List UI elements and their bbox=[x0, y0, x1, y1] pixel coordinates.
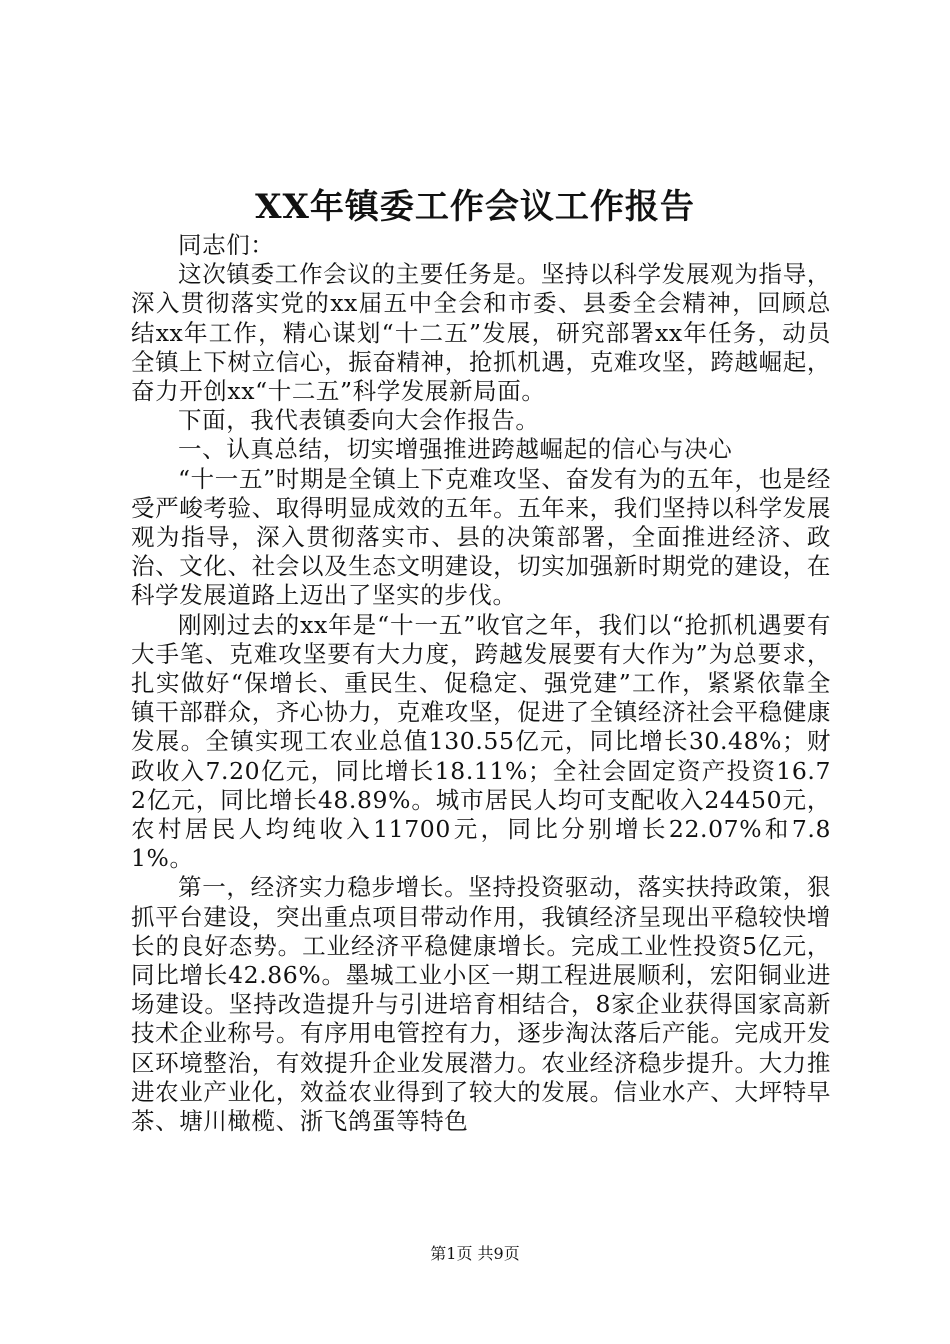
section-heading-1: 一、认真总结，切实增强推进跨越崛起的信心与决心 bbox=[178, 435, 733, 464]
document-body bbox=[131, 231, 831, 1136]
paragraph-last-year-results: 刚刚过去的xx年是“十一五”收官之年，我们以“抢抓机遇要有大手笔、克难攻坚要有大力度，跨越发展要有大作为”为总要求，扎实做好“保增长、重民生、促稳定、强党建”工作，紧紧依靠全镇干部群众，齐心协力，克难攻坚，促进了全镇经济社会平稳健康发展。全镇实现工农业总值130.55亿元，同比增长30.48%；财政收入7.20亿元，同比增长18.11%；全社会固定资产投资16.72亿元，同比增长48.89%。城市居民人均可支配收入24450元，农村居民人均纯收入11700元，同比分别增长22.07%和7.81%。 bbox=[131, 610, 831, 873]
paragraph-five-year-review: “十一五”时期是全镇上下克难攻坚、奋发有为的五年，也是经受严峻考验、取得明显成效的五年。五年来，我们坚持以科学发展观为指导，深入贯彻落实市、县的决策部署，全面推进经济、政治、文化、社会以及生态文明建设，切实加强新时期党的建设，在科学发展道路上迈出了坚实的步伐。 bbox=[131, 464, 831, 610]
document-title: XX年镇委工作会议工作报告 bbox=[255, 187, 695, 227]
page-footer: 第1页 共9页 bbox=[430, 1244, 520, 1263]
paragraph-report-intro: 下面，我代表镇委向大会作报告。 bbox=[178, 406, 540, 435]
paragraph-meeting-tasks: 这次镇委工作会议的主要任务是。坚持以科学发展观为指导，深入贯彻落实党的xx届五中全会和市委、县委全会精神，回顾总结xx年工作，精心谋划“十二五”发展，研究部署xx年任务，动员全镇上下树立信心，振奋精神，抢抓机遇，克难攻坚，跨越崛起，奋力开创xx“十二五”科学发展新局面。 bbox=[131, 260, 831, 406]
paragraph-economic-growth: 第一，经济实力稳步增长。坚持投资驱动，落实扶持政策，狠抓平台建设，突出重点项目带动作用，我镇经济呈现出平稳较快增长的良好态势。工业经济平稳健康增长。完成工业性投资5亿元，同比增长42.86%。墨城工业小区一期工程进展顺利，宏阳铜业进场建设。坚持改造提升与引进培育相结合，8家企业获得国家高新技术企业称号。有序用电管控有力，逐步淘汰落后产能。完成开发区环境整治，有效提升企业发展潜力。农业经济稳步提升。大力推进农业产业化，效益农业得到了较大的发展。信业水产、大坪特早茶、塘川橄榄、浙飞鸽蛋等特色 bbox=[131, 873, 831, 1136]
paragraph-salutation: 同志们： bbox=[178, 231, 275, 259]
